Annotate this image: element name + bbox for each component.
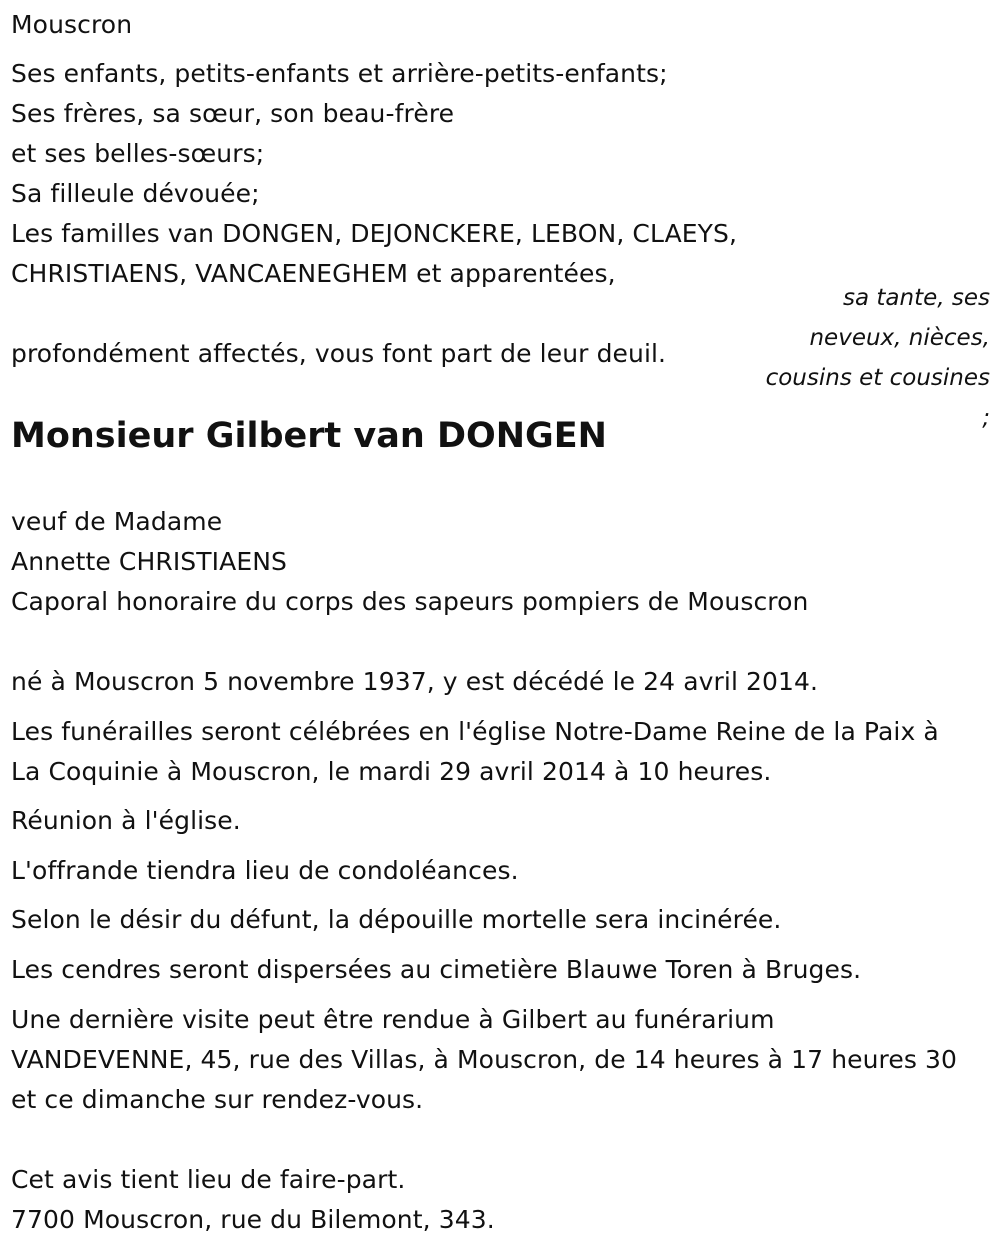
side-note-line: cousins et cousines (765, 365, 990, 391)
birth-death-line: né à Mouscron 5 novembre 1937, y est décédé le 24 avril 2014. (11, 667, 819, 696)
offering-line: L'offrande tiendra lieu de condoléances. (11, 856, 519, 885)
family-line: et ses belles-sœurs; (11, 139, 265, 168)
honorary-title: Caporal honoraire du corps des sapeurs pompiers de Mouscron (11, 587, 809, 616)
funeral-line: Les funérailles seront célébrées en l'église Notre-Dame Reine de la Paix à (11, 717, 939, 746)
side-note-line: sa tante, ses (843, 285, 990, 311)
side-note-line: neveux, nièces, (809, 325, 990, 351)
family-line: Sa filleule dévouée; (11, 179, 260, 208)
family-line: Ses frères, sa sœur, son beau-frère (11, 99, 455, 128)
spouse-name: Annette CHRISTIAENS (11, 547, 287, 576)
funeral-line: La Coquinie à Mouscron, le mardi 29 avril 2014 à 10 heures. (11, 757, 772, 786)
address-line: 7700 Mouscron, rue du Bilemont, 343. (11, 1205, 495, 1234)
family-line: CHRISTIAENS, VANCAENEGHEM et apparentées, (11, 259, 616, 288)
deceased-name: Monsieur Gilbert van DONGEN (11, 416, 607, 456)
visit-line: VANDEVENNE, 45, rue des Villas, à Mouscron, de 14 heures à 17 heures 30 (11, 1045, 958, 1074)
widower-line: veuf de Madame (11, 507, 223, 536)
header-location: Mouscron (11, 10, 133, 39)
ashes-line: Les cendres seront dispersées au cimetière Blauwe Toren à Bruges. (11, 955, 862, 984)
meeting-line: Réunion à l'église. (11, 806, 241, 835)
family-closing: profondément affectés, vous font part de leur deuil. (11, 339, 667, 368)
family-line: Les familles van DONGEN, DEJONCKERE, LEBON, CLAEYS, (11, 219, 738, 248)
family-line: Ses enfants, petits-enfants et arrière-petits-enfants; (11, 59, 668, 88)
cremation-line: Selon le désir du défunt, la dépouille mortelle sera incinérée. (11, 905, 782, 934)
notice-line: Cet avis tient lieu de faire-part. (11, 1165, 406, 1194)
visit-line: Une dernière visite peut être rendue à Gilbert au funérarium (11, 1005, 775, 1034)
visit-line: et ce dimanche sur rendez-vous. (11, 1085, 424, 1114)
side-note-line: ; (982, 405, 990, 431)
